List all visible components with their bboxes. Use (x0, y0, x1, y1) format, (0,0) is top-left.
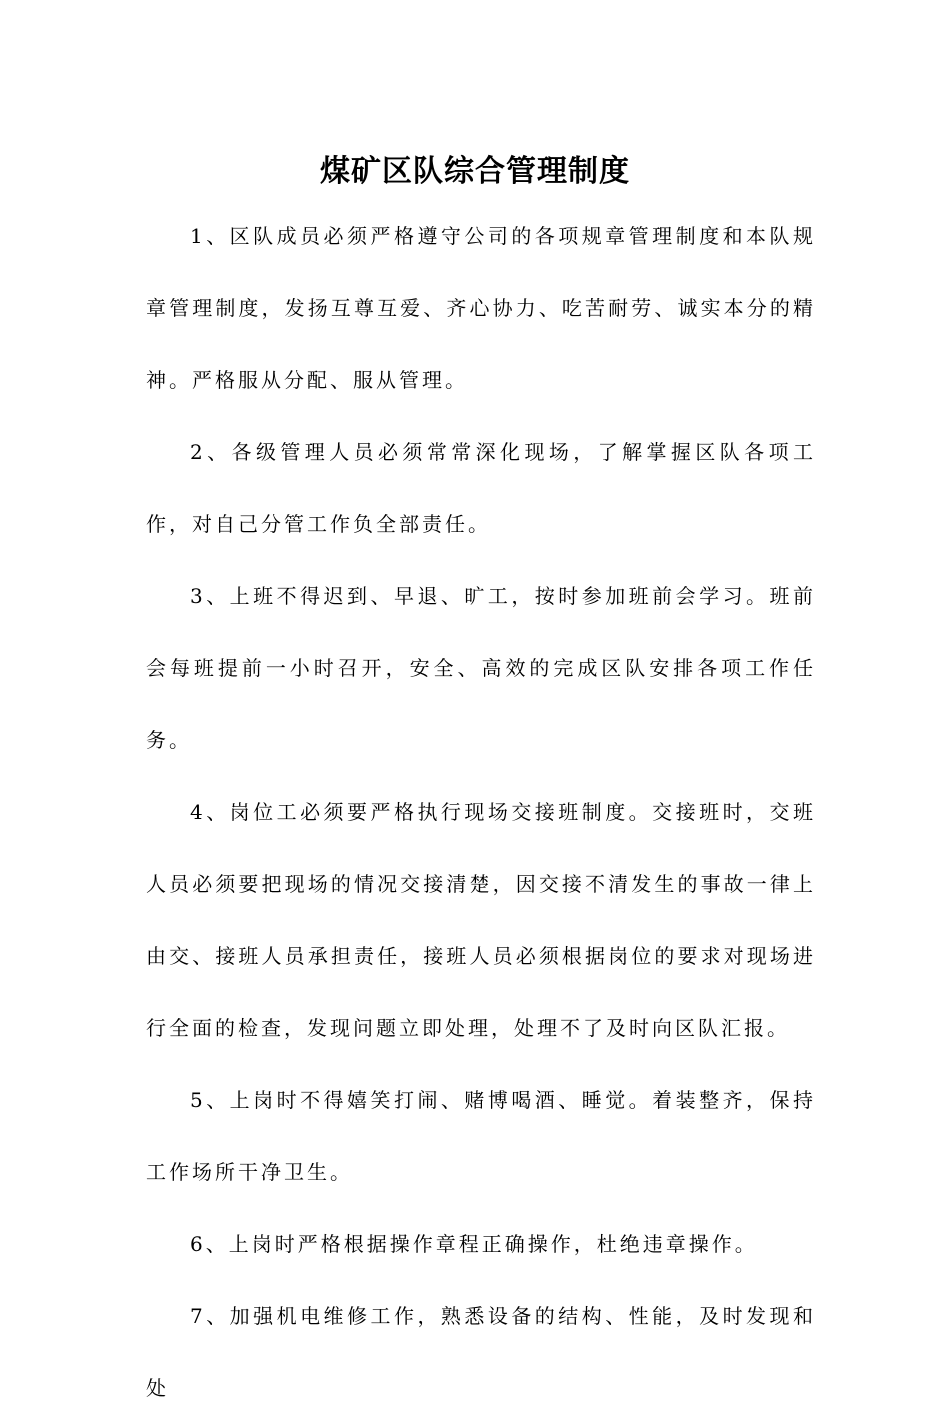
paragraph-1: 1、区队成员必须严格遵守公司的各项规章管理制度和本队规章管理制度，发扬互尊互爱、齐心协力、吃苦耐劳、诚实本分的精神。严格服从分配、服从管理。 (146, 224, 816, 392)
paragraph-2: 2、各级管理人员必须常常深化现场，了解掌握区队各项工作，对自己分管工作负全部责任。 (146, 440, 816, 536)
paragraph-6: 6、上岗时严格根据操作章程正确操作，杜绝违章操作。 (190, 1232, 758, 1256)
paragraph-7: 7、加强机电维修工作，熟悉设备的结构、性能，及时发现和处 (146, 1304, 816, 1400)
paragraph-5: 5、上岗时不得嬉笑打闹、赌博喝酒、睡觉。着装整齐，保持工作场所干净卫生。 (146, 1088, 816, 1184)
paragraph-4: 4、岗位工必须要严格执行现场交接班制度。交接班时，交班人员必须要把现场的情况交接清楚，因交接不清发生的事故一律上由交、接班人员承担责任，接班人员必须根据岗位的要求对现场进行全面的检查，发现问题立即处理，处理不了及时向区队汇报。 (146, 800, 816, 1040)
document-body (146, 200, 816, 1424)
document-title: 煤矿区队综合管理制度 (320, 154, 630, 190)
paragraph-3: 3、上班不得迟到、早退、旷工，按时参加班前会学习。班前会每班提前一小时召开，安全、高效的完成区队安排各项工作任务。 (146, 584, 816, 752)
